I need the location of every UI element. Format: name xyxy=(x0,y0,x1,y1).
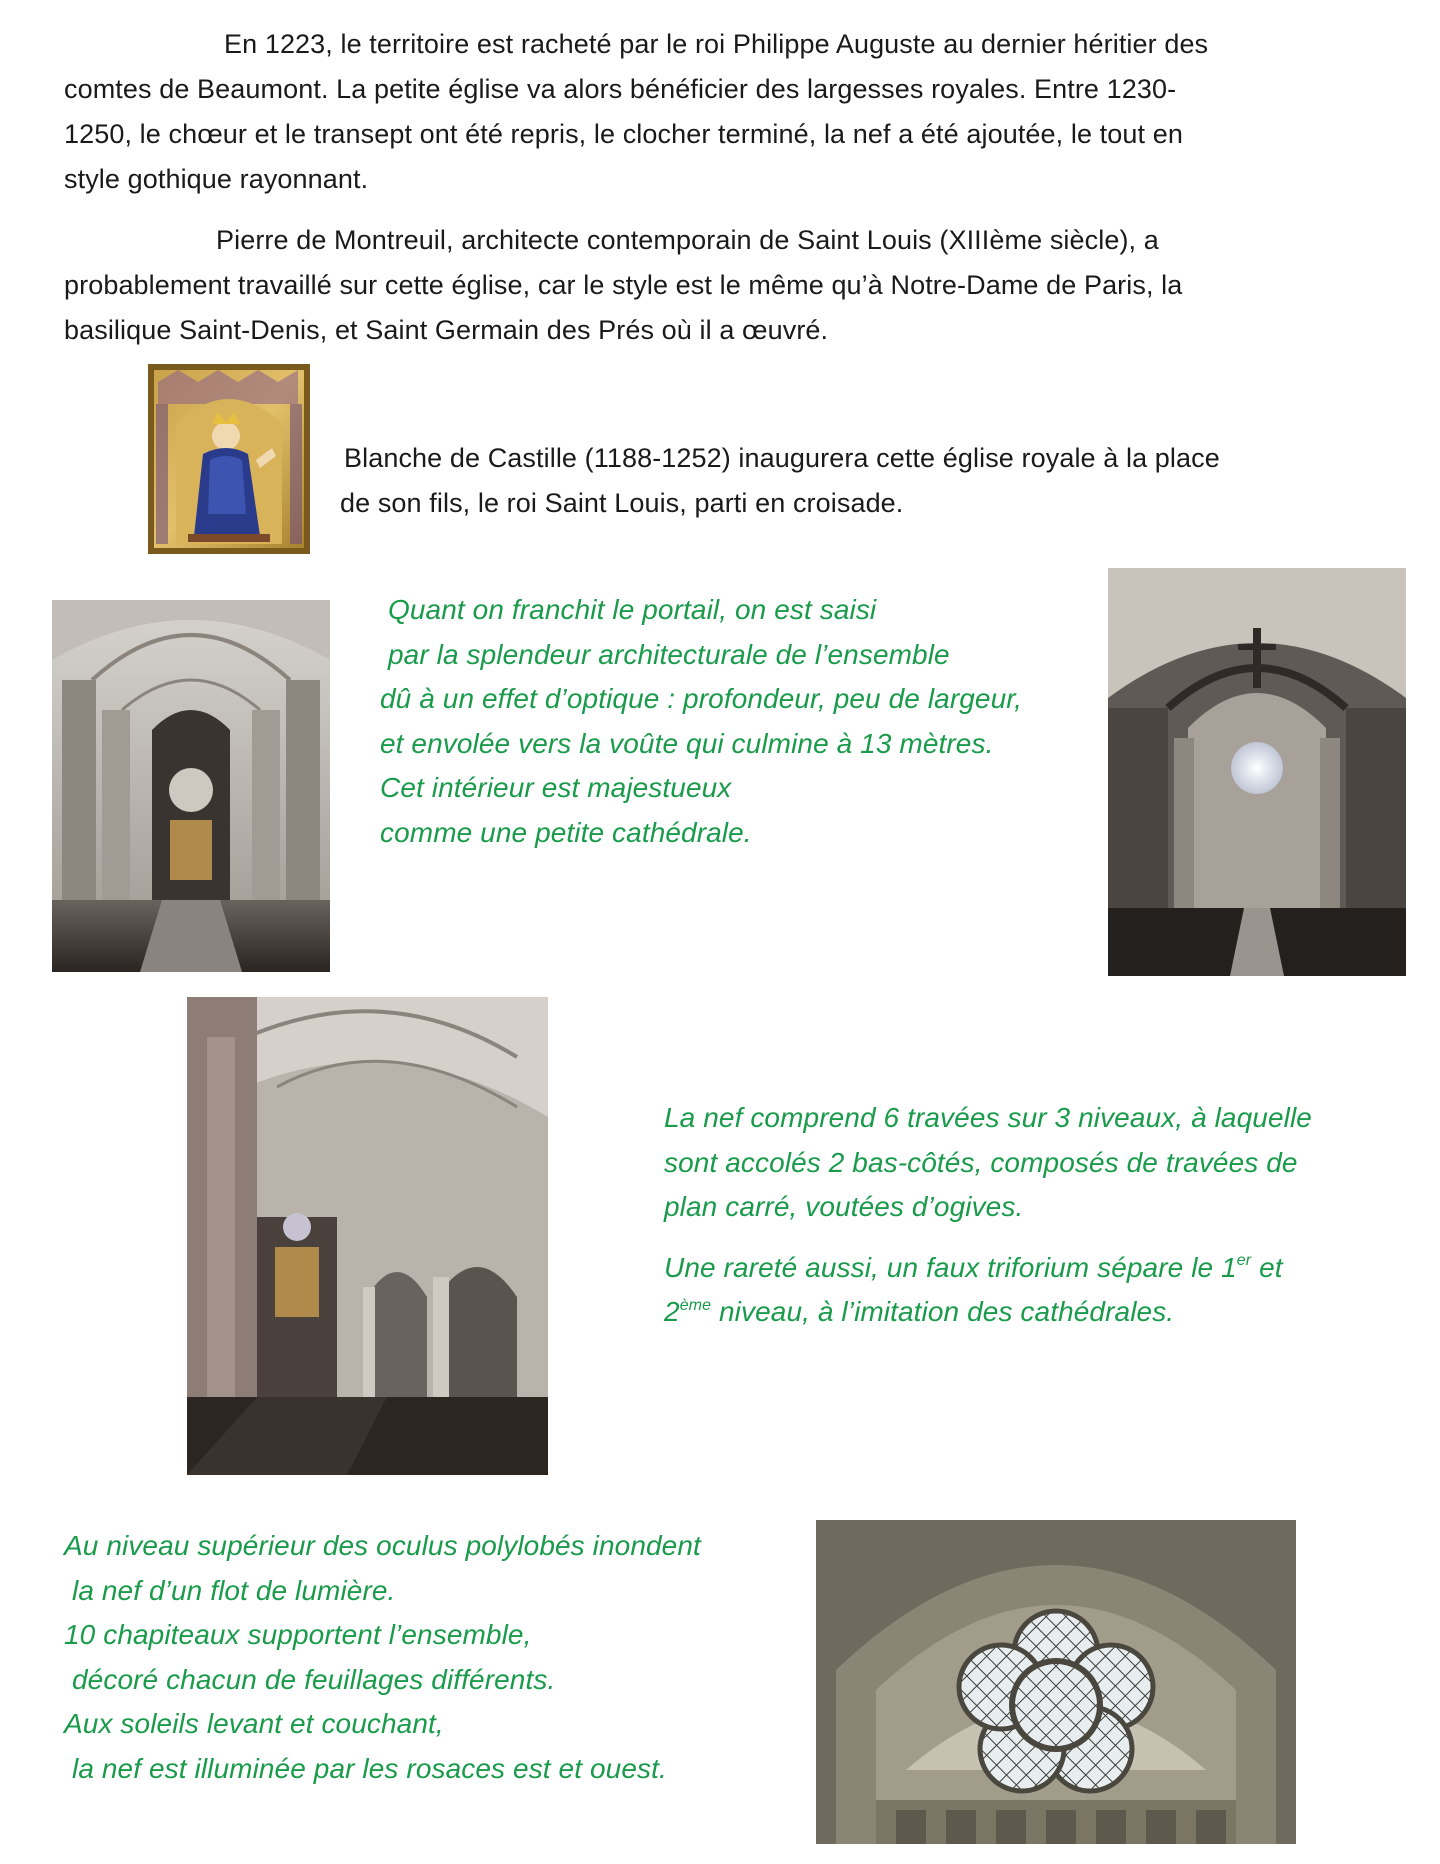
portail-line-1: Quant on franchit le portail, on est saisi xyxy=(388,594,877,625)
blanche-line-1: Blanche de Castille (1188-1252) inaugurera cette église royale à la place xyxy=(344,443,1220,473)
nave-photo-right xyxy=(1108,568,1406,976)
nef-rarete-text-c: niveau, à l’imitation des cathédrales. xyxy=(711,1296,1175,1327)
nef-rarete-line-1 xyxy=(664,1246,1404,1291)
nef-line-1: La nef comprend 6 travées sur 3 niveaux, à laquelle xyxy=(664,1102,1312,1133)
intro-p1-line-4: style gothique rayonnant. xyxy=(64,164,369,194)
nef-rarete-text-a: Une rareté aussi, un faux triforium sépare le 1 xyxy=(664,1251,1237,1283)
oculus-line-1: Au niveau supérieur des oculus polylobés inondent xyxy=(64,1530,701,1561)
nave-photo-middle xyxy=(187,997,548,1475)
nef-rarete-text-b: et xyxy=(1251,1251,1283,1283)
intro-paragraph-2 xyxy=(64,218,1384,353)
nef-text xyxy=(664,1096,1404,1335)
nef-rarete-line-2 xyxy=(664,1290,1404,1335)
intro-p2-line-2: probablement travaillé sur cette église, car le style est le même qu’à Notre-Dame de Paris, la xyxy=(64,270,1183,300)
oculus-line-3: 10 chapiteaux supportent l’ensemble, xyxy=(64,1619,532,1650)
intro-paragraph-1 xyxy=(64,22,1384,202)
oculus-text xyxy=(64,1524,824,1791)
nef-rarete-sup-eme: ème xyxy=(679,1296,712,1314)
intro-p1-line-1: En 1223, le territoire est racheté par le roi Philippe Auguste au dernier héritier des xyxy=(224,29,1209,59)
intro-p2-line-3: basilique Saint-Denis, et Saint Germain des Prés où il a œuvré. xyxy=(64,315,829,345)
intro-p1-line-2: comtes de Beaumont. La petite église va alors bénéficier des largesses royales. Entre 1230- xyxy=(64,74,1177,104)
oculus-window-photo xyxy=(816,1520,1296,1844)
oculus-line-4: décoré chacun de feuillages différents. xyxy=(72,1663,556,1695)
blanche-caption xyxy=(340,436,1390,526)
portail-line-4: et envolée vers la voûte qui culmine à 13 mètres. xyxy=(380,727,994,759)
oculus-line-6: la nef est illuminée par les rosaces est et ouest. xyxy=(72,1752,667,1784)
oculus-line-2: la nef d’un flot de lumière. xyxy=(72,1574,396,1606)
portail-text xyxy=(380,588,1100,855)
oculus-line-5: Aux soleils levant et couchant, xyxy=(64,1708,444,1739)
intro-p1-line-3: 1250, le chœur et le transept ont été repris, le clocher terminé, la nef a été ajoutée, le tout en xyxy=(64,119,1183,149)
portail-line-2: par la splendeur architecturale de l’ensemble xyxy=(388,638,950,670)
intro-p2-line-1: Pierre de Montreuil, architecte contemporain de Saint Louis (XIIIème siècle), a xyxy=(216,225,1159,255)
portail-line-6: comme une petite cathédrale. xyxy=(380,816,752,848)
nef-rarete-sup-er: er xyxy=(1236,1252,1252,1270)
blanche-de-castille-illumination xyxy=(148,364,310,554)
nef-line-2: sont accolés 2 bas-côtés, composés de travées de xyxy=(664,1146,1298,1178)
nef-line-3: plan carré, voutées d’ogives. xyxy=(664,1191,1024,1222)
nef-rarete-num: 2 xyxy=(664,1296,680,1327)
blanche-line-2: de son fils, le roi Saint Louis, parti en croisade. xyxy=(340,488,904,518)
portail-line-3: dû à un effet d’optique : profondeur, peu de largeur, xyxy=(380,683,1023,714)
portail-line-5: Cet intérieur est majestueux xyxy=(380,772,732,803)
nave-photo-left xyxy=(52,600,330,972)
